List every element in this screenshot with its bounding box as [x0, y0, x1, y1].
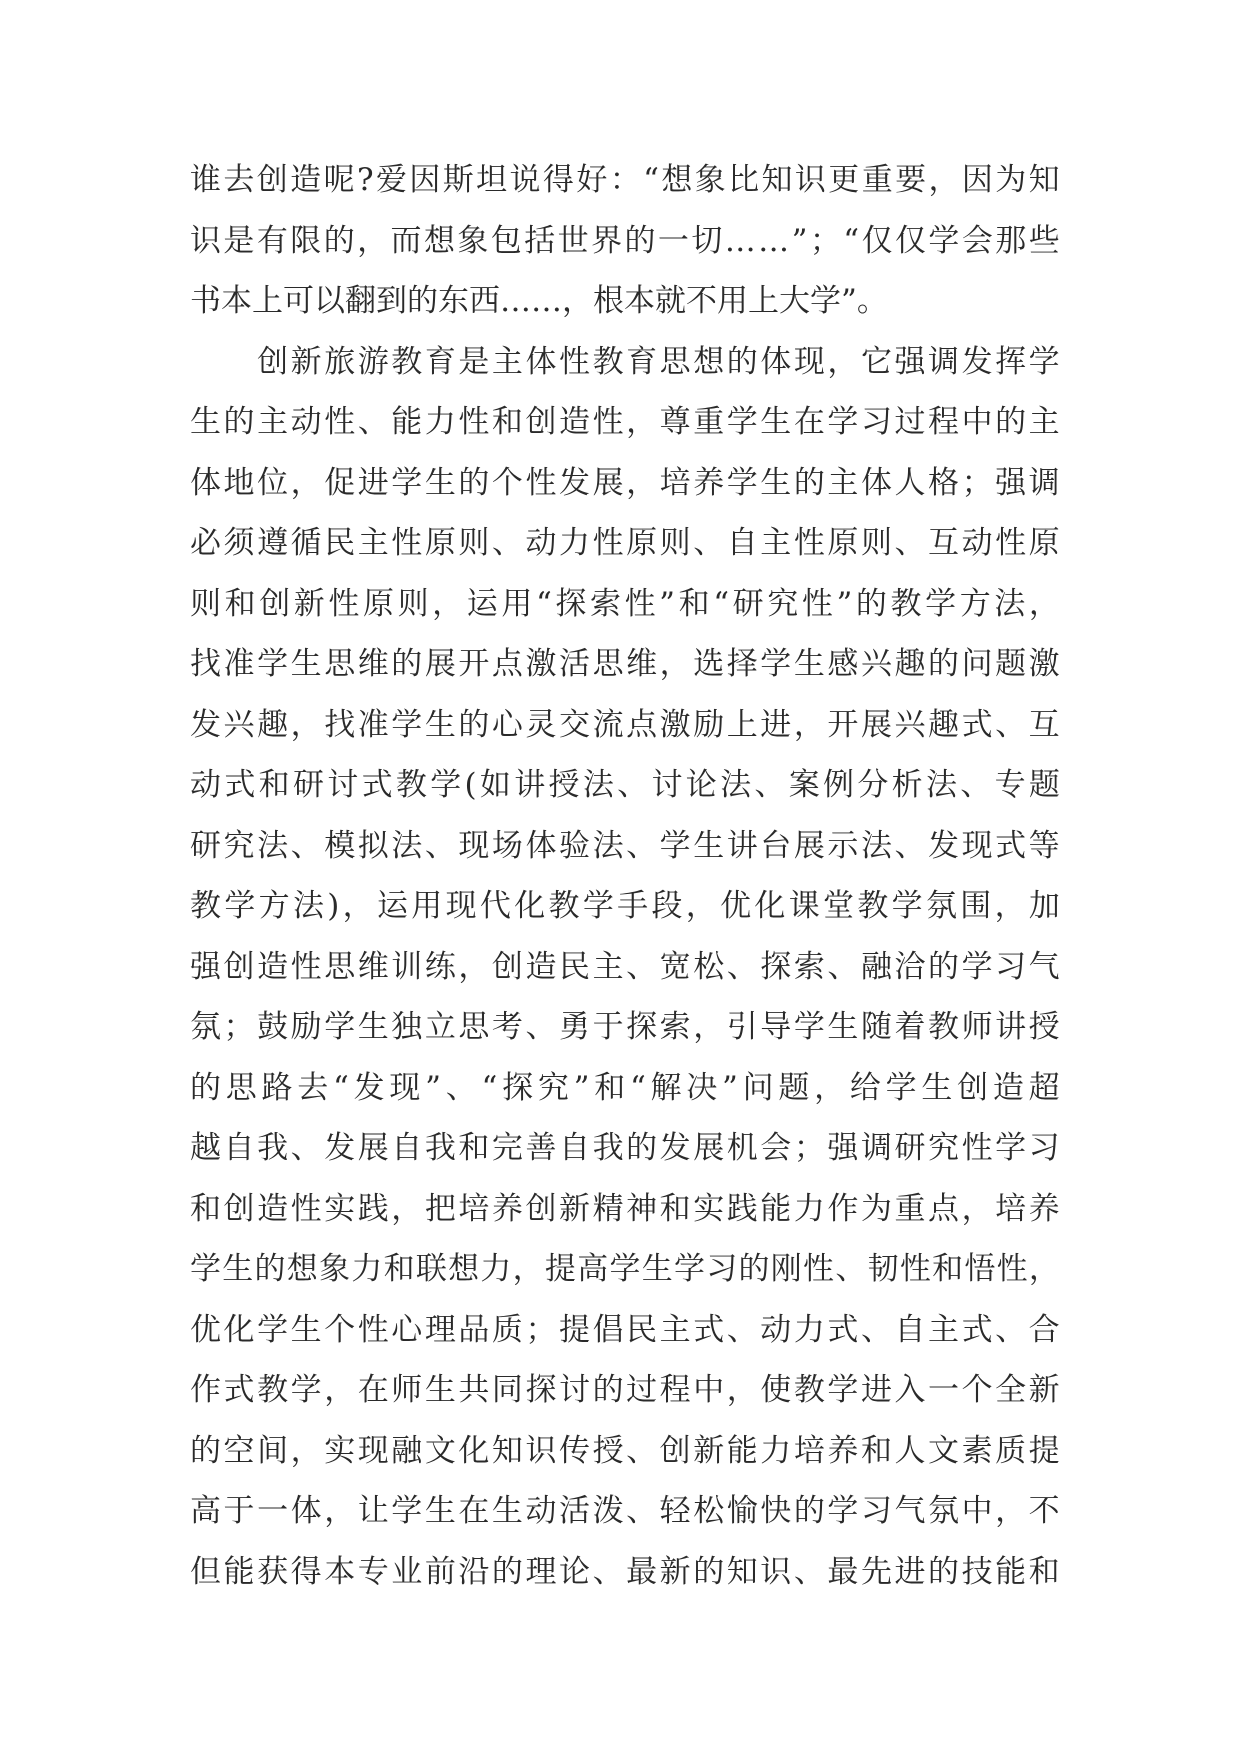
text-line: 必 须 遵 循 民 主 性 原 则 、 动 力 性 原 则 、 自 主 性 原 则 、 互 动 性 原 [190, 525, 1060, 561]
body-text [190, 150, 1060, 1602]
text-line: 动 式 和 研 讨 式 教 学 ( 如 讲 授 法 、 讨 论 法 、 案 例 分 析 法 、 专 题 [190, 767, 1060, 803]
text-line: 谁 去 创 造 呢 ? 爱 因 斯 坦 说 得 好 ： “ 想 象 比 知 识 更 重 要 ， 因 为 知 [190, 162, 1060, 198]
text-line: 的 空 间 ， 实 现 融 文 化 知 识 传 授 、 创 新 能 力 培 养 和 人 文 素 质 提 [190, 1432, 1060, 1469]
text-line: 作 式 教 学 ， 在 师 生 共 同 探 讨 的 过 程 中 ， 使 教 学 进 入 一 个 全 新 [190, 1372, 1060, 1408]
text-line: 体 地 位 ， 促 进 学 生 的 个 性 发 展 ， 培 养 学 生 的 主 体 人 格 ； 强 调 [190, 464, 1060, 501]
text-line: 教 学 方 法 ) ， 运 用 现 代 化 教 学 手 段 ， 优 化 课 堂 教 学 氛 围 ， 加 [190, 888, 1060, 924]
text-line: 优 化 学 生 个 性 心 理 品 质 ； 提 倡 民 主 式 、 动 力 式 、 自 主 式 、 合 [190, 1311, 1060, 1348]
text-line: 生 的 主 动 性 、 能 力 性 和 创 造 性 ， 尊 重 学 生 在 学 习 过 程 中 的 主 [190, 404, 1060, 440]
text-line: 的 思 路 去 “ 发 现 ” 、 “ 探 究 ” 和 “ 解 决 ” 问 题 ， 给 学 生 创 造 超 [190, 1069, 1060, 1106]
text-line: 学 生 的 想 象 力 和 联 想 力 ， 提 高 学 生 学 习 的 刚 性 、 韧 性 和 悟 性 ， [190, 1251, 1060, 1287]
text-line: 高 于 一 体 ， 让 学 生 在 生 动 活 泼 、 轻 松 愉 快 的 学 习 气 氛 中 ， 不 [190, 1493, 1060, 1529]
text-line: 但 能 获 得 本 专 业 前 沿 的 理 论 、 最 新 的 知 识 、 最 先 进 的 技 能 和 [190, 1553, 1060, 1590]
text-line: 识 是 有 限 的 ， 而 想 象 包 括 世 界 的 一 切 … … ” ； “ 仅 仅 学 会 那 些 [190, 222, 1060, 259]
text-line: 越 自 我 、 发 展 自 我 和 完 善 自 我 的 发 展 机 会 ； 强 调 研 究 性 学 习 [190, 1130, 1060, 1166]
text-line: 发 兴 趣 ， 找 准 学 生 的 心 灵 交 流 点 激 励 上 进 ， 开 展 兴 趣 式 、 互 [190, 706, 1060, 743]
text-line: 书 本 上 可 以 翻 到 的 东 西 … … ， 根 本 就 不 用 上 大 学 ” 。 [190, 283, 888, 319]
text-line: 找 准 学 生 思 维 的 展 开 点 激 活 思 维 ， 选 择 学 生 感 兴 趣 的 问 题 激 [190, 646, 1060, 682]
text-line: 氛 ； 鼓 励 学 生 独 立 思 考 、 勇 于 探 索 ， 引 导 学 生 随 着 教 师 讲 授 [190, 1009, 1060, 1045]
text-line: 和 创 造 性 实 践 ， 把 培 养 创 新 精 神 和 实 践 能 力 作 为 重 点 ， 培 养 [190, 1190, 1060, 1227]
text-line: 则 和 创 新 性 原 则 ， 运 用 “ 探 索 性 ” 和 “ 研 究 性 ” 的 教 学 方 法 ， [190, 585, 1060, 622]
paragraph-first-line: 创 新 旅 游 教 育 是 主 体 性 教 育 思 想 的 体 现 ， 它 强 调 发 挥 学 [257, 343, 1060, 380]
text-line: 强 创 造 性 思 维 训 练 ， 创 造 民 主 、 宽 松 、 探 索 、 融 洽 的 学 习 气 [190, 948, 1060, 985]
text-line: 研 究 法 、 模 拟 法 、 现 场 体 验 法 、 学 生 讲 台 展 示 法 、 发 现 式 等 [190, 827, 1060, 864]
